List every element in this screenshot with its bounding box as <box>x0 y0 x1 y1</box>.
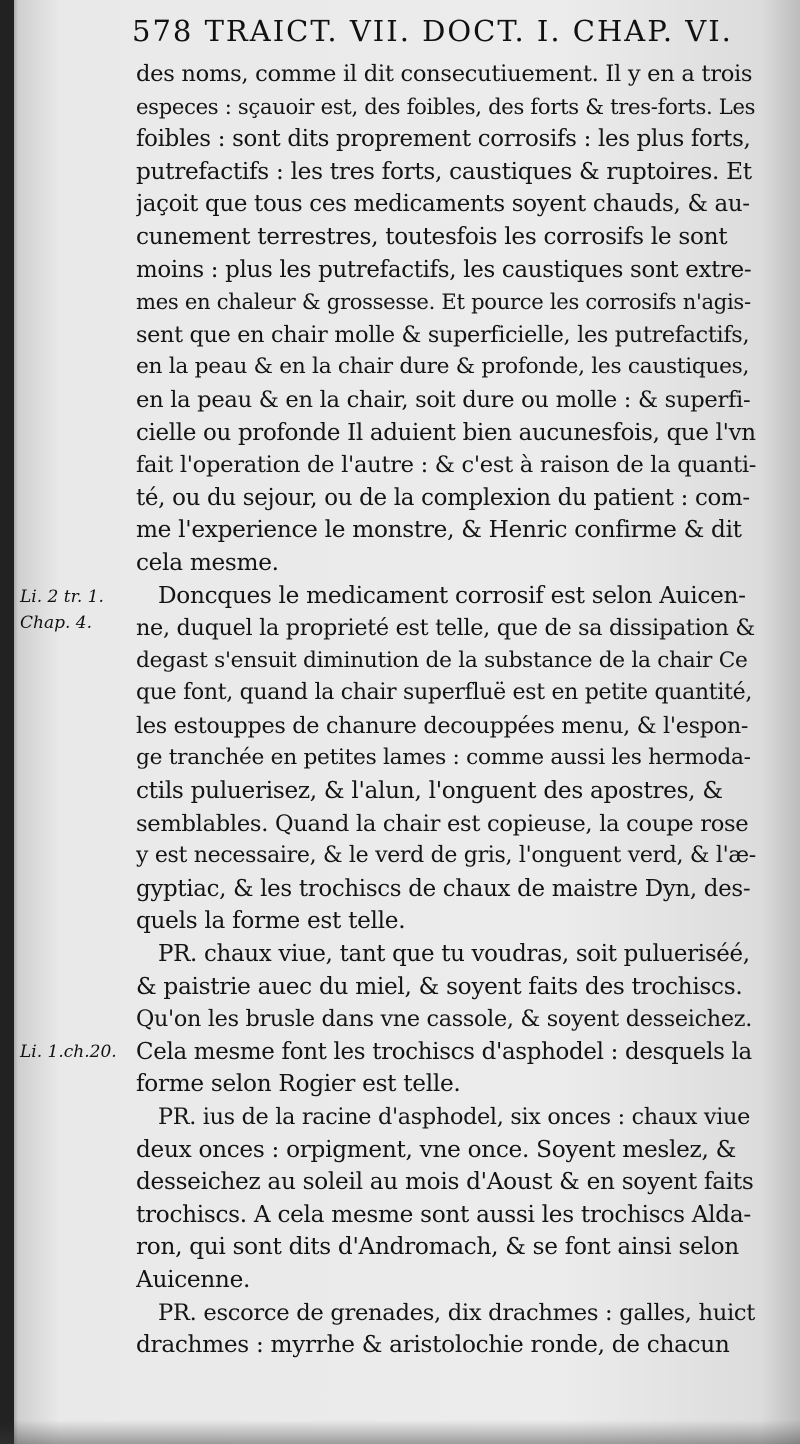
text-line: PR. escorce de grenades, dix drachmes : galles, huict <box>158 1299 756 1326</box>
text-line: Auicenne. <box>136 1265 251 1293</box>
text-line: en la peau & en la chair dure & profonde, les caustiques, <box>136 354 750 380</box>
text-line: forme selon Rogier est telle. <box>136 1070 461 1098</box>
text-line: Doncques le medicament corrosif est selon Auicen- <box>158 581 746 609</box>
margin-note-reference-3: Li. 1.ch.20. <box>20 1042 117 1062</box>
text-line: deux onces : orpigment, vne once. Soyent meslez, & <box>136 1135 736 1163</box>
text-line: especes : sçauoir est, des foibles, des forts & tres-forts. Les <box>136 93 756 119</box>
text-line: ctils puluerisez, & l'alun, l'onguent des apostres, & <box>136 777 723 805</box>
text-line: les estouppes de chanure decouppées menu, & l'espon- <box>136 712 749 739</box>
text-line: en la peau & en la chair, soit dure ou molle : & superfi- <box>136 386 751 413</box>
margin-note-reference-2: Chap. 4. <box>20 613 93 633</box>
text-line: PR. chaux viue, tant que tu voudras, soit pulueriséé, <box>158 941 750 968</box>
text-line: sent que en chair molle & superficielle, les putrefactifs, <box>136 321 750 348</box>
text-line: cela mesme. <box>136 548 279 576</box>
text-line: fait l'operation de l'autre : & c'est à raison de la quanti- <box>136 452 756 479</box>
text-line: desseichez au soleil au mois d'Aoust & en soyent faits <box>136 1168 754 1196</box>
text-line: foibles : sont dits proprement corrosifs : les plus forts, <box>136 126 751 153</box>
text-line: ne, duquel la proprieté est telle, que de sa dissipation & <box>136 615 755 642</box>
body-text <box>136 58 756 1362</box>
text-line: jaçoit que tous ces medicaments soyent chauds, & au- <box>136 191 750 218</box>
text-line: mes en chaleur & grossesse. Et pource les corrosifs n'agis- <box>136 289 751 315</box>
text-line: Qu'on les brusle dans vne cassole, & soyent desseichez. <box>136 1006 752 1033</box>
text-line: que font, quand la chair superfluë est en petite quantité, <box>136 680 753 706</box>
text-line: trochiscs. A cela mesme sont aussi les trochiscs Alda- <box>136 1200 751 1228</box>
text-line: gyptiac, & les trochiscs de chaux de maistre Dyn, des- <box>136 875 751 902</box>
page-gutter <box>0 0 14 1444</box>
text-line: des noms, comme il dit consecutiuement. Il y en a trois <box>136 61 753 87</box>
running-header: 578 TRAICT. VII. DOCT. I. CHAP. VI. <box>132 14 733 48</box>
text-line: quels la forme est telle. <box>136 907 406 935</box>
text-line: degast s'ensuit diminution de la substance de la chair Ce <box>136 647 748 673</box>
text-line: cielle ou profonde Il aduient bien aucunesfois, que l'vn <box>136 419 756 446</box>
text-line: ge tranchée en petites lames : comme aussi les hermoda- <box>136 745 751 771</box>
text-line: cunement terrestres, toutesfois les corrosifs le sont <box>136 222 728 250</box>
text-line: drachmes : myrrhe & aristolochie ronde, de chacun <box>136 1331 730 1359</box>
text-line: putrefactifs : les tres forts, caustiques & ruptoires. Et <box>136 157 752 185</box>
text-line: y est necessaire, & le verd de gris, l'onguent verd, & l'æ- <box>136 843 756 869</box>
text-line: moins : plus les putrefactifs, les caustiques sont extre- <box>136 256 752 283</box>
text-line: PR. ius de la racine d'asphodel, six onces : chaux viue <box>158 1104 751 1130</box>
margin-note-reference-1: Li. 2 tr. 1. <box>20 587 104 607</box>
text-line: semblables. Quand la chair est copieuse, la coupe rose <box>136 810 749 837</box>
text-line: ron, qui sont dits d'Andromach, & se font ainsi selon <box>136 1233 739 1261</box>
page-bottom-shadow <box>0 1420 800 1444</box>
text-line: té, ou du sejour, ou de la complexion du patient : com- <box>136 484 750 511</box>
text-line: me l'experience le monstre, & Henric confirme & dit <box>136 516 742 544</box>
text-line: Cela mesme font les trochiscs d'asphodel : desquels la <box>136 1038 752 1065</box>
text-line: & paistrie auec du miel, & soyent faits des trochiscs. <box>136 972 743 1000</box>
